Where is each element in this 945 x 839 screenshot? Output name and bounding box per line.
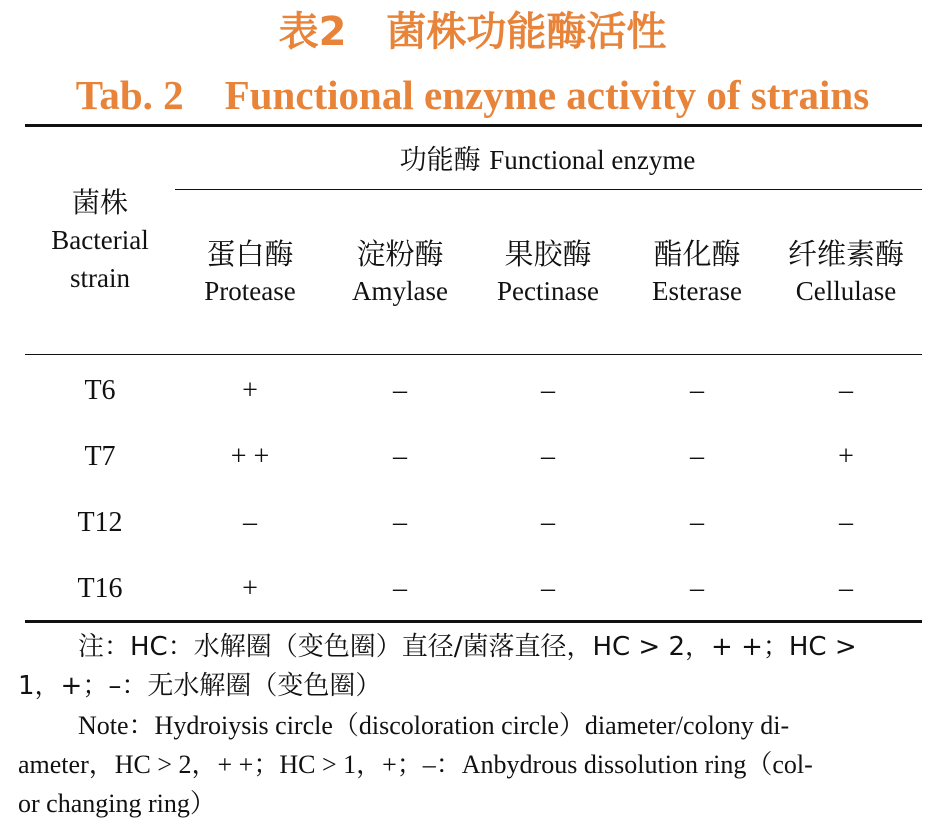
note-en-line-3: or changing ring） [18,789,216,818]
note-en-line-1: Note：Hydroiysis circle（discoloration circle）diameter/colony di- [78,711,790,740]
strain-header-cn: 菌株 [71,186,128,219]
esterase-value: – [690,441,704,472]
column-header-en: Pectinase [497,276,599,306]
note-cn-line-1: 注：HC：水解圈（变色圈）直径/菌落直径，HC > 2，+ +；HC > [78,632,857,662]
esterase-value: – [690,375,704,406]
strain-column-header [30,185,170,297]
table-row [0,437,945,477]
top-rule [25,124,922,127]
column-header-cn: 蛋白酶 [206,237,294,271]
protease-value: + + [230,441,270,472]
strain-header-en-line1: Bacterial [51,225,149,255]
column-header-cn: 纤维素酶 [787,237,904,271]
amylase-value: – [393,375,407,406]
strain-name: T16 [77,573,123,604]
bottom-rule [25,620,922,623]
amylase-value: – [393,573,407,604]
group-header-rule [175,189,922,190]
pectinase-value: – [541,573,555,604]
table-row [0,569,945,609]
strain-name: T6 [84,375,116,406]
protease-value: + [242,573,258,604]
column-header-en: Esterase [652,276,742,306]
amylase-value: – [393,507,407,538]
header-bottom-rule [25,354,922,355]
cellulase-value: – [839,375,853,406]
group-header-cn: 功能酶 [399,145,481,176]
table-row [0,503,945,543]
column-header-en: Amylase [352,276,448,306]
column-header-protease [175,234,325,308]
note-cn-line-2: 1，+；–：无水解圈（变色圈） [18,671,382,701]
column-header-esterase [622,234,772,308]
table-row [0,371,945,411]
table-notes [18,628,928,823]
table-title-english: Tab. 2 Functional enzyme activity of strains [75,72,870,118]
table-title-chinese: 表2 菌株功能酶活性 [278,9,667,55]
note-en-line-2: ameter，HC > 2，+ +；HC > 1，+；–：Anbydrous dissolution ring（col- [18,750,813,779]
protease-value: + [242,375,258,406]
cellulase-value: + [838,441,854,472]
strain-name: T7 [84,441,116,472]
column-header-cn: 果胶酶 [504,237,592,271]
amylase-value: – [393,441,407,472]
esterase-value: – [690,573,704,604]
column-header-pectinase [473,234,623,308]
cellulase-value: – [839,507,853,538]
column-header-cn: 淀粉酶 [356,237,444,271]
pectinase-value: – [541,441,555,472]
pectinase-value: – [541,507,555,538]
strain-name: T12 [77,507,123,538]
cellulase-value: – [839,573,853,604]
column-header-cellulase [771,234,921,308]
pectinase-value: – [541,375,555,406]
functional-enzyme-group-header [175,142,920,179]
strain-header-en-line2: strain [70,263,130,293]
group-header-en: Functional enzyme [489,145,696,175]
column-header-en: Cellulase [795,276,897,306]
column-header-amylase [325,234,475,308]
column-header-en: Protease [204,276,296,306]
protease-value: – [243,507,257,538]
esterase-value: – [690,507,704,538]
column-header-cn: 酯化酶 [653,237,741,271]
